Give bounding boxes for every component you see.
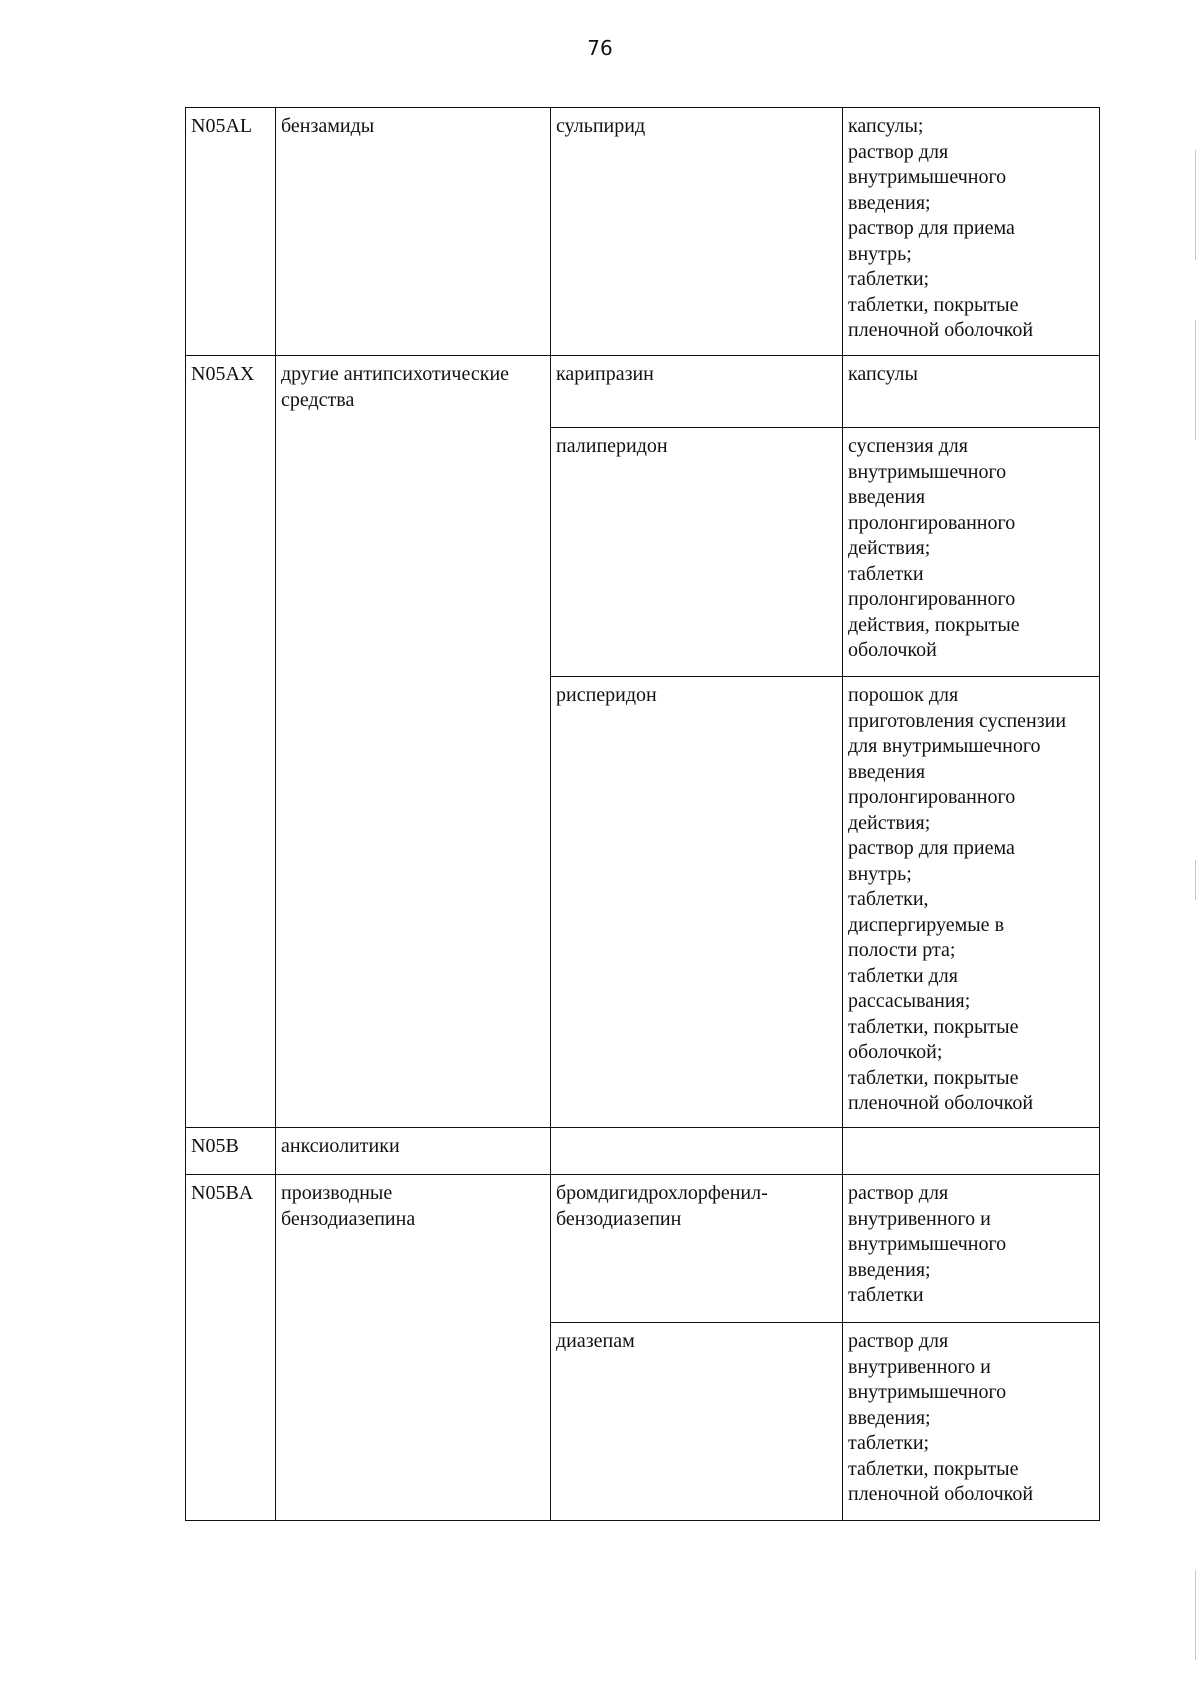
atc-code-cell bbox=[186, 1323, 276, 1521]
atc-code: N05AL bbox=[191, 115, 253, 137]
forms-cell bbox=[843, 108, 1100, 356]
forms-cell bbox=[843, 677, 1100, 1128]
group-cell bbox=[276, 677, 551, 1128]
forms-cell bbox=[843, 1128, 1100, 1175]
text-line: сульпирид bbox=[556, 115, 646, 137]
dosage-forms bbox=[848, 114, 1094, 344]
drug-cell bbox=[551, 108, 843, 356]
text-line: таблетки, покрытые bbox=[848, 1015, 1019, 1038]
atc-code-cell bbox=[186, 428, 276, 677]
text-line: внутримышечного bbox=[848, 1381, 1007, 1403]
group-name bbox=[281, 1181, 545, 1232]
table-row bbox=[186, 1323, 1100, 1521]
text-line: анксиолитики bbox=[281, 1135, 400, 1157]
text-line: пленочной оболочкой bbox=[848, 319, 1034, 341]
text-line: рисперидон bbox=[556, 684, 657, 706]
table-row bbox=[186, 428, 1100, 677]
text-line: таблетки bbox=[848, 1284, 924, 1306]
forms-cell bbox=[843, 356, 1100, 428]
forms-cell bbox=[843, 1323, 1100, 1521]
text-line: раствор для приема bbox=[848, 217, 1015, 239]
text-line: палиперидон bbox=[556, 435, 668, 457]
group-name bbox=[281, 1134, 545, 1160]
text-line: введения bbox=[848, 760, 926, 783]
scan-edge-mark bbox=[1195, 1570, 1196, 1660]
dosage-forms bbox=[848, 1329, 1094, 1508]
text-line: бромдигидрохлорфенил- bbox=[556, 1182, 768, 1204]
drug-name bbox=[556, 1329, 837, 1355]
table-row bbox=[186, 108, 1100, 356]
text-line: пролонгированного bbox=[848, 511, 1016, 534]
drug-cell bbox=[551, 428, 843, 677]
group-cell bbox=[276, 108, 551, 356]
drug-name bbox=[556, 114, 837, 140]
text-line: пролонгированного bbox=[848, 588, 1016, 610]
text-line: введения; bbox=[848, 1258, 931, 1281]
drug-cell bbox=[551, 1323, 843, 1521]
text-line: таблетки, покрытые bbox=[848, 1066, 1019, 1089]
text-line: введения bbox=[848, 486, 926, 508]
atc-code-cell bbox=[186, 108, 276, 356]
table-row bbox=[186, 1175, 1100, 1323]
text-line: приготовления суспензии bbox=[848, 709, 1067, 732]
text-line: пленочной оболочкой bbox=[848, 1092, 1034, 1114]
page-number: 76 bbox=[587, 36, 613, 60]
text-line: введения; bbox=[848, 191, 931, 214]
group-cell bbox=[276, 428, 551, 677]
text-line: таблетки, покрытые bbox=[848, 293, 1019, 316]
drug-table bbox=[185, 107, 1100, 1521]
text-line: пролонгированного bbox=[848, 786, 1016, 808]
group-cell bbox=[276, 356, 551, 428]
text-line: пленочной оболочкой bbox=[848, 1483, 1034, 1505]
text-line: таблетки; bbox=[848, 268, 930, 290]
scan-edge-mark bbox=[1195, 860, 1196, 900]
drug-name bbox=[556, 1181, 837, 1232]
text-line: введения; bbox=[848, 1406, 931, 1429]
drug-name bbox=[556, 683, 837, 709]
drug-cell bbox=[551, 677, 843, 1128]
text-line: таблетки; bbox=[848, 1432, 930, 1454]
text-line: внутримышечного bbox=[848, 460, 1007, 483]
drug-cell bbox=[551, 356, 843, 428]
text-line: таблетки для bbox=[848, 964, 958, 987]
text-line: внутрь; bbox=[848, 242, 912, 265]
drug-name bbox=[556, 434, 837, 460]
text-line: капсулы; bbox=[848, 115, 924, 137]
table-row bbox=[186, 1128, 1100, 1175]
atc-code: N05AX bbox=[191, 363, 255, 385]
text-line: оболочкой bbox=[848, 639, 937, 661]
group-name bbox=[281, 362, 545, 413]
text-line: раствор для bbox=[848, 140, 949, 163]
text-line: внутривенного и bbox=[848, 1207, 991, 1230]
atc-code-cell bbox=[186, 356, 276, 428]
atc-code-cell bbox=[186, 1128, 276, 1175]
text-line: действия; bbox=[848, 811, 931, 834]
text-line: капсулы bbox=[848, 363, 918, 385]
group-cell bbox=[276, 1128, 551, 1175]
scan-edge-mark bbox=[1195, 150, 1196, 260]
text-line: производные bbox=[281, 1182, 393, 1204]
group-cell bbox=[276, 1175, 551, 1323]
text-line: раствор для bbox=[848, 1182, 949, 1204]
text-line: диспергируемые в bbox=[848, 913, 1005, 936]
text-line: диазепам bbox=[556, 1330, 635, 1352]
text-line: средства bbox=[281, 388, 355, 411]
text-line: карипразин bbox=[556, 363, 654, 385]
text-line: раствор для bbox=[848, 1330, 949, 1352]
group-name bbox=[281, 114, 545, 140]
text-line: порошок для bbox=[848, 684, 959, 706]
text-line: оболочкой; bbox=[848, 1041, 943, 1063]
text-line: таблетки, bbox=[848, 888, 929, 910]
text-line: рассасывания; bbox=[848, 990, 971, 1012]
atc-code: N05BA bbox=[191, 1182, 254, 1204]
dosage-forms bbox=[848, 362, 1094, 388]
drug-cell bbox=[551, 1128, 843, 1175]
text-line: внутривенного и bbox=[848, 1355, 991, 1378]
forms-cell bbox=[843, 428, 1100, 677]
table-row bbox=[186, 356, 1100, 428]
dosage-forms bbox=[848, 434, 1094, 664]
text-line: действия, покрытые bbox=[848, 613, 1020, 636]
scan-edge-mark bbox=[1195, 320, 1196, 440]
text-line: раствор для приема bbox=[848, 837, 1015, 859]
text-line: бензодиазепина bbox=[281, 1207, 416, 1230]
text-line: таблетки, покрытые bbox=[848, 1457, 1019, 1480]
dosage-forms bbox=[848, 683, 1094, 1117]
dosage-forms bbox=[848, 1181, 1094, 1309]
text-line: бензамиды bbox=[281, 115, 375, 137]
atc-code-cell bbox=[186, 677, 276, 1128]
text-line: бензодиазепин bbox=[556, 1207, 682, 1230]
text-line: для внутримышечного bbox=[848, 735, 1041, 757]
text-line: внутрь; bbox=[848, 862, 912, 885]
text-line: суспензия для bbox=[848, 435, 968, 457]
forms-cell bbox=[843, 1175, 1100, 1323]
text-line: внутримышечного bbox=[848, 1233, 1007, 1255]
atc-code-cell bbox=[186, 1175, 276, 1323]
text-line: внутримышечного bbox=[848, 166, 1007, 188]
text-line: полости рта; bbox=[848, 939, 956, 961]
table-row bbox=[186, 677, 1100, 1128]
drug-name bbox=[556, 362, 837, 388]
text-line: таблетки bbox=[848, 562, 924, 585]
drug-cell bbox=[551, 1175, 843, 1323]
text-line: другие антипсихотические bbox=[281, 363, 510, 385]
group-cell bbox=[276, 1323, 551, 1521]
atc-code: N05B bbox=[191, 1135, 239, 1157]
text-line: действия; bbox=[848, 537, 931, 559]
